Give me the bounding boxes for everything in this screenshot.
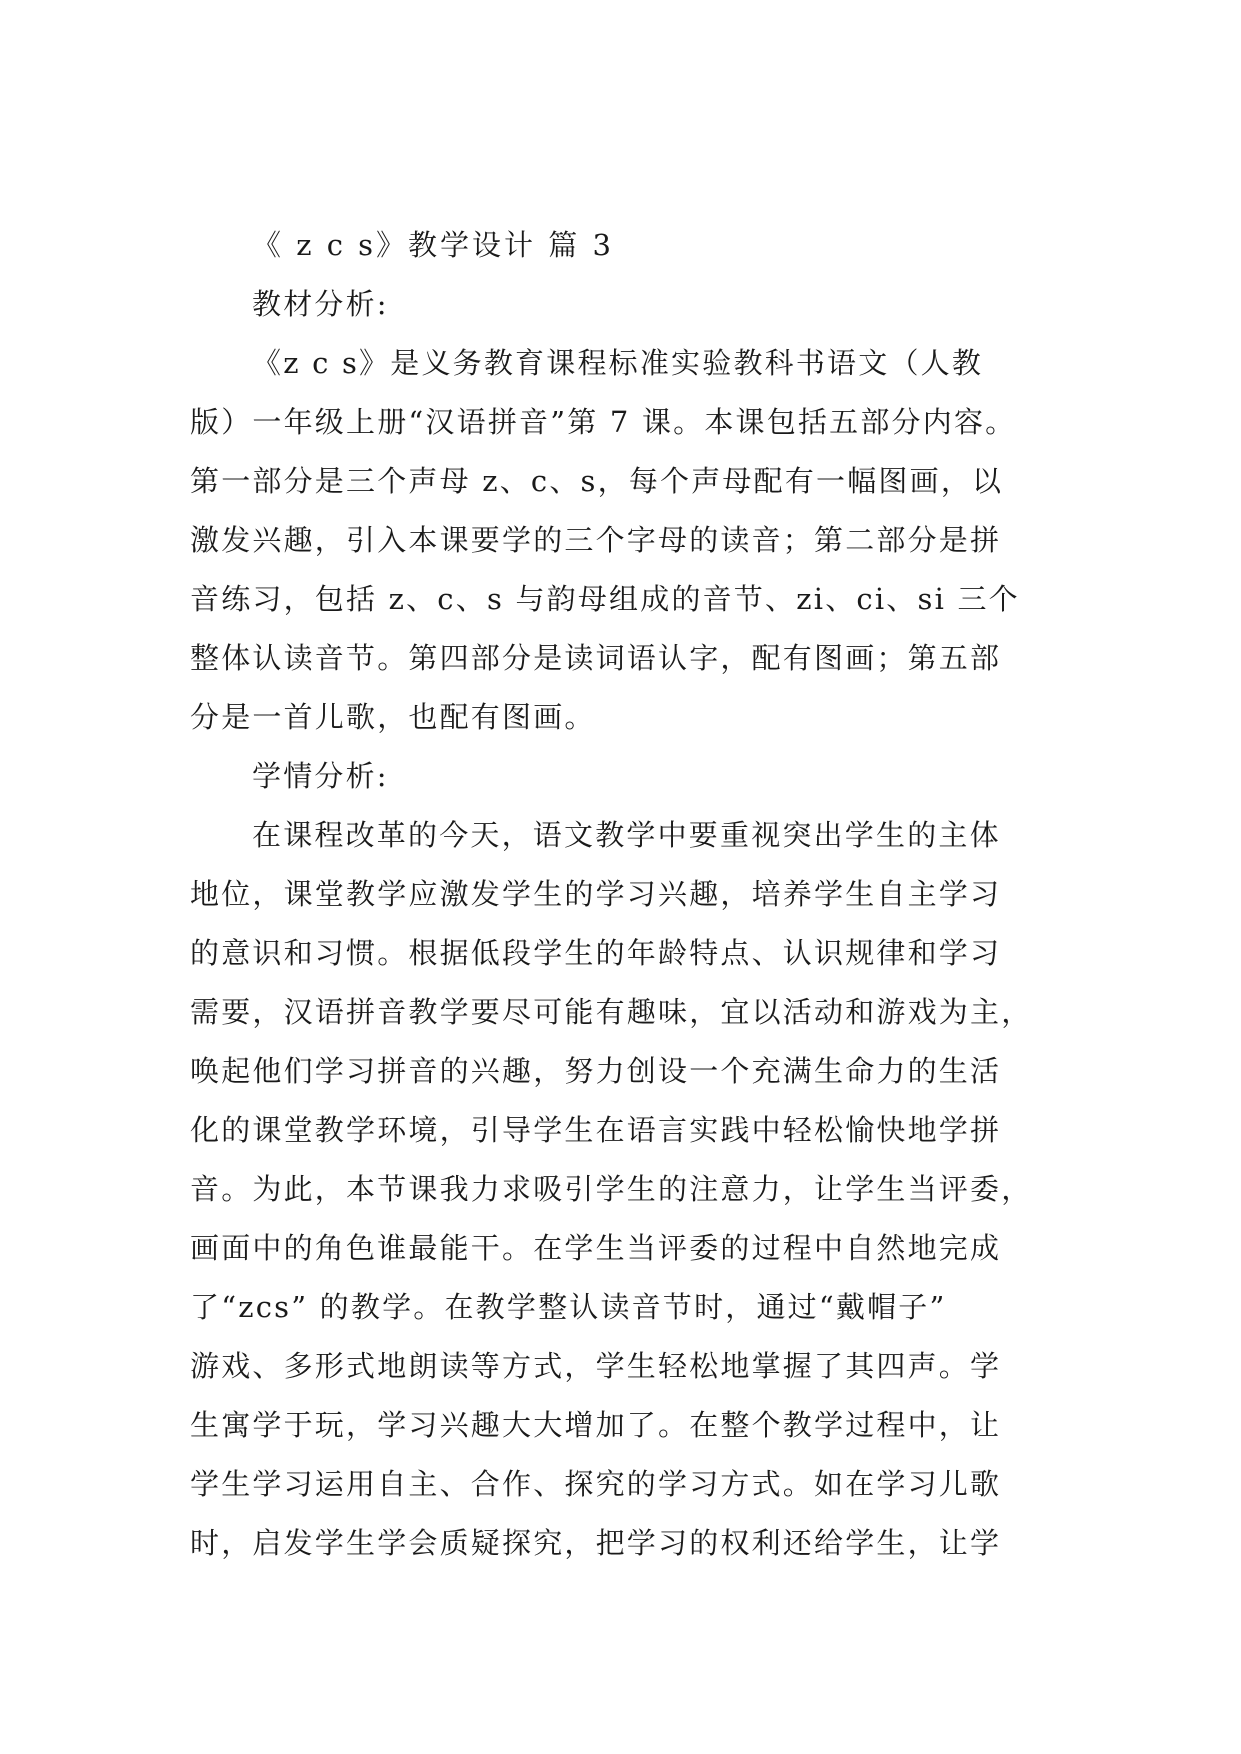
paragraph-line: 分是一首儿歌，也配有图画。	[190, 700, 596, 734]
paragraph-line: 《z c s》是义务教育课程标准实验教科书语文（人教	[252, 346, 984, 380]
paragraph-line: 学生学习运用自主、合作、探究的学习方式。如在学习儿歌	[190, 1467, 1002, 1501]
paragraph-line: 地位，课堂教学应激发学生的学习兴趣，培养学生自主学习	[190, 877, 1002, 911]
paragraph-line: 第一部分是三个声母 z、c、s，每个声母配有一幅图画，以	[190, 464, 1004, 498]
paragraph-line: 版）一年级上册“汉语拼音”第 7 课。本课包括五部分内容。	[190, 405, 1017, 439]
paragraph-line: 音。为此，本节课我力求吸引学生的注意力，让学生当评委，	[190, 1172, 1033, 1206]
section-heading-learner-analysis: 学情分析:	[252, 759, 389, 793]
paragraph-line: 整体认读音节。第四部分是读词语认字，配有图画；第五部	[190, 641, 1002, 675]
document-body	[190, 216, 1052, 1573]
paragraph-line: 时，启发学生学会质疑探究，把学习的权利还给学生，让学	[190, 1526, 1002, 1560]
paragraph-line: 的意识和习惯。根据低段学生的年龄特点、认识规律和学习	[190, 936, 1002, 970]
paragraph-line: 需要，汉语拼音教学要尽可能有趣味，宜以活动和游戏为主，	[190, 995, 1033, 1029]
paragraph-line: 画面中的角色谁最能干。在学生当评委的过程中自然地完成	[190, 1231, 1002, 1265]
paragraph-line: 音练习，包括 z、c、s 与韵母组成的音节、zi、ci、si 三个	[190, 582, 1020, 616]
paragraph-line: 唤起他们学习拼音的兴趣，努力创设一个充满生命力的生活	[190, 1054, 1002, 1088]
paragraph-line: 生寓学于玩，学习兴趣大大增加了。在整个教学过程中，让	[190, 1408, 1002, 1442]
document-title: 《 z c s》教学设计 篇 3	[252, 228, 614, 262]
paragraph-line: 化的课堂教学环境，引导学生在语言实践中轻松愉快地学拼	[190, 1113, 1002, 1147]
section-heading-textbook-analysis: 教材分析:	[252, 287, 389, 321]
paragraph-line: 了“zcs” 的教学。在教学整认读音节时，通过“戴帽子”	[190, 1290, 947, 1324]
paragraph-line: 在课程改革的今天，语文教学中要重视突出学生的主体	[252, 818, 1001, 852]
paragraph-line: 激发兴趣，引入本课要学的三个字母的读音；第二部分是拼	[190, 523, 1002, 557]
paragraph-line: 游戏、多形式地朗读等方式，学生轻松地掌握了其四声。学	[190, 1349, 1002, 1383]
